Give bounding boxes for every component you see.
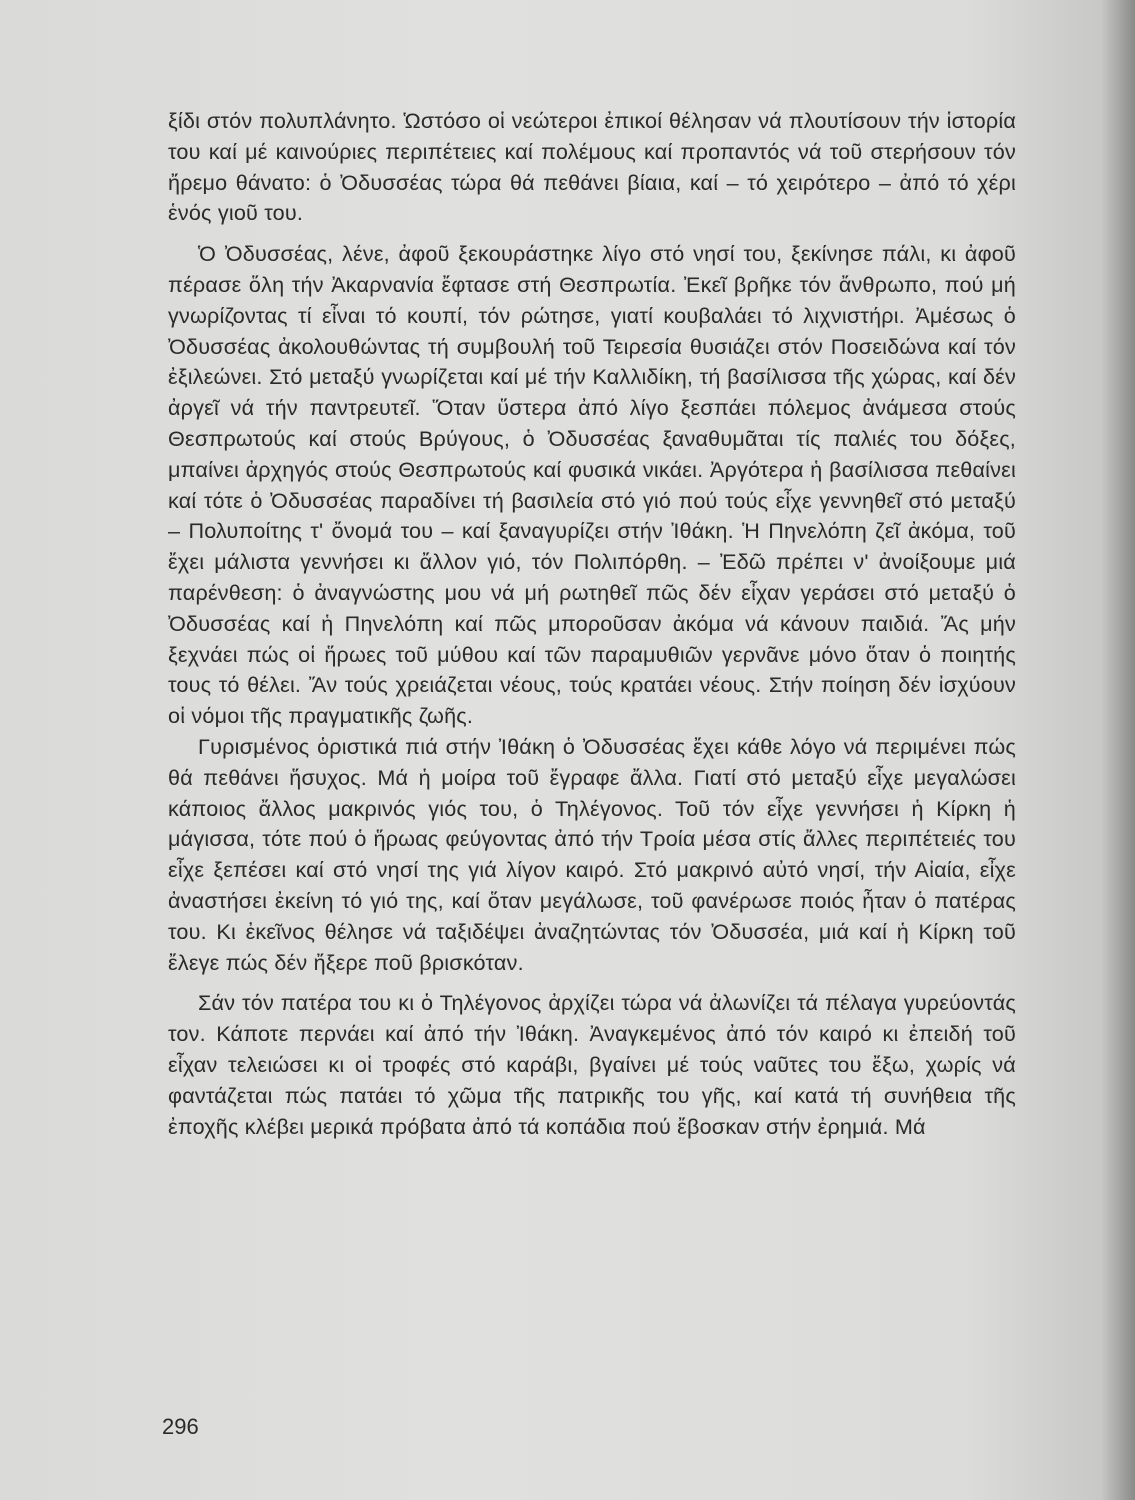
paragraph-2: Ὁ Ὀδυσσέας, λένε, ἀφοῦ ξεκουράστηκε λίγο στό νησί του, ξεκίνησε πάλι, κι ἀφοῦ πέρασε ὅλη τήν Ἀκαρνανία ἔφτασε στή Θεσπρωτία. Ἐκεῖ βρῆκε τόν ἄνθρωπο, πού μή γνωρίζοντας τί εἶναι τό κουπί, τόν ρώτησε, γιατί κουβαλάει τό λιχνιστήρι. Ἀμέσως ὁ Ὀδυσσέας ἀκολουθώντας τή συμβουλή τοῦ Τειρεσία θυσιάζει στόν Ποσειδώνα καί τόν ἐξιλεώνει. Στό μεταξύ γνωρίζεται καί μέ τήν Καλλιδίκη, τή βασίλισσα τῆς χώρας, καί δέν ἀργεῖ νά τήν παντρευτεῖ. Ὅταν ὕστερα ἀπό λίγο ξεσπάει πόλεμος ἀνάμεσα στούς Θεσπρωτούς καί στούς Βρύγους, ὁ Ὀδυσσέας ξαναθυμᾶται τίς παλιές του δόξες, μπαίνει ἀρχηγός στούς Θεσπρωτούς καί φυσικά νικάει. Ἀργότερα ἡ βασίλισσα πεθαίνει καί τότε ὁ Ὀδυσσέας παραδίνει τή βασιλεία στό γιό πού τούς εἶχε γεννηθεῖ στό μεταξύ – Πολυποίτης τ' ὄνομά του – καί ξαναγυρίζει στήν Ἰθάκη. Ἡ Πηνελόπη ζεῖ ἀκόμα, τοῦ ἔχει μάλιστα γεννήσει κι ἄλλον γιό, τόν Πολιπόρθη. – Ἐδῶ πρέπει ν' ἀνοίξουμε μιά παρένθεση: ὁ ἀναγνώστης μου νά μή ρωτηθεῖ πῶς δέν εἶχαν γεράσει στό μεταξύ ὁ Ὀδυσσέας καί ἡ Πηνελόπη καί πῶς μποροῦσαν ἀκόμα νά κάνουν παιδιά. Ἄς μήν ξεχνάει πώς οἱ ἥρωες τοῦ μύθου καί τῶν παραμυθιῶν γερνᾶνε μόνο ὅταν ὁ ποιητής τους τό θέλει. Ἄν τούς χρειάζεται νέους, τούς κρατάει νέους. Στήν ποίηση δέν ἰσχύουν οἱ νόμοι τῆς πραγματικῆς ζωῆς.	[168, 241, 1016, 729]
paragraph-3: Γυρισμένος ὁριστικά πιά στήν Ἰθάκη ὁ Ὀδυσσέας ἔχει κάθε λόγο νά περιμένει πώς θά πεθάνει ἥσυχος. Μά ἡ μοίρα τοῦ ἔγραφε ἄλλα. Γιατί στό μεταξύ εἶχε μεγαλώσει κάποιος ἄλλος μακρινός γιός του, ὁ Τηλέγονος. Τοῦ τόν εἶχε γεννήσει ἡ Κίρκη ἡ μάγισσα, τότε πού ὁ ἥρωας φεύγοντας ἀπό τήν Τροία μέσα στίς ἄλλες περιπέτειές του εἶχε ξεπέσει καί στό νησί της γιά λίγον καιρό. Στό μακρινό αὐτό νησί, τήν Αἰαία, εἶχε ἀναστήσει ἐκείνη τό γιό της, καί ὅταν μεγάλωσε, τοῦ φανέρωσε ποιός ἦταν ὁ πατέρας του. Κι ἐκεῖνος θέλησε νά ταξιδέψει ἀναζητώντας τόν Ὀδυσσέα, μιά καί ἡ Κίρκη τοῦ ἔλεγε πώς δέν ἤξερε ποῦ βρισκόταν.	[168, 733, 1016, 975]
paragraph-1: ξίδι στόν πολυπλάνητο. Ὡστόσο οἱ νεώτεροι ἐπικοί θέλησαν νά πλουτίσουν τήν ἱστορία του καί μέ καινούριες περιπέτειες καί πολέμους καί προπαντός νά τοῦ στερήσουν τόν ἤρεμο θάνατο: ὁ Ὀδυσσέας τώρα θά πεθάνει βίαια, καί – τό χειρότερο – ἀπό τό χέρι ἑνός γιοῦ του.	[168, 108, 1016, 226]
paragraph-4: Σάν τόν πατέρα του κι ὁ Τηλέγονος ἀρχίζει τώρα νά ἀλωνίζει τά πέλαγα γυρεύοντάς τον. Κάποτε περνάει καί ἀπό τήν Ἰθάκη. Ἀναγκεμένος ἀπό τόν καιρό κι ἐπειδή τοῦ εἶχαν τελειώσει κι οἱ τροφές στό καράβι, βγαίνει μέ τούς ναῦτες του ἔξω, χωρίς νά φαντάζεται πώς πατάει τό χῶμα τῆς πατρικῆς του γῆς, καί κατά τή συνήθεια τῆς ἐποχῆς κλέβει μερικά πρόβατα ἀπό τά κοπάδια πού ἔβοσκαν στήν ἐρημιά. Μά	[168, 990, 1016, 1139]
body-text	[168, 106, 1016, 1142]
page-number: 296	[162, 1414, 199, 1439]
